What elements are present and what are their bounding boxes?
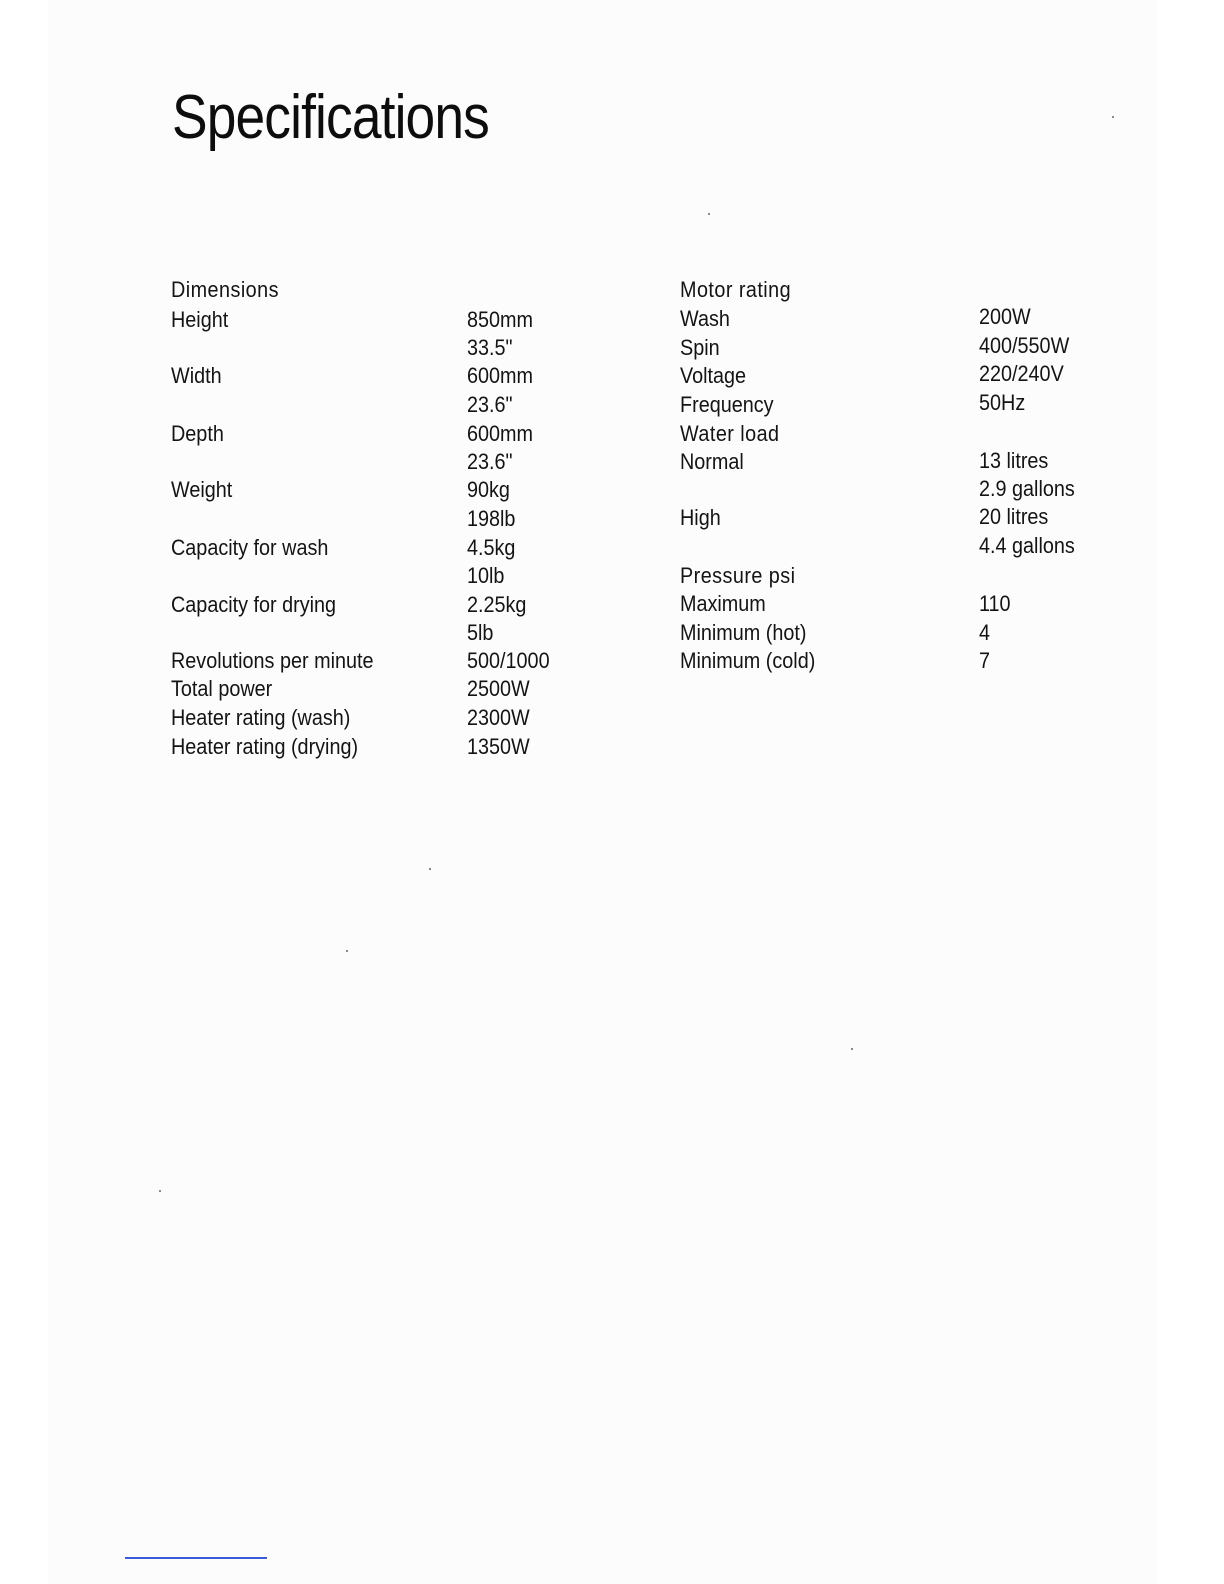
weight-kg-value: 90kg — [467, 477, 510, 502]
width-label: Width — [171, 363, 222, 388]
weight-label: Weight — [171, 477, 233, 502]
pressure-maximum-value: 110 — [979, 591, 1011, 616]
depth-mm-value: 600mm — [467, 421, 534, 446]
scan-speck — [708, 213, 710, 215]
weight-lb-value: 198lb — [467, 506, 516, 531]
width-mm-value: 600mm — [467, 363, 534, 388]
frequency-value: 50Hz — [979, 390, 1026, 415]
height-label: Height — [171, 307, 229, 332]
pressure-min-cold-label: Minimum (cold) — [680, 648, 816, 673]
motor-rating-heading: Motor rating — [680, 277, 792, 302]
width-inch-value: 23.6" — [467, 392, 513, 417]
total-power-value: 2500W — [467, 676, 530, 701]
motor-wash-value: 200W — [979, 304, 1031, 329]
capacity-wash-kg-value: 4.5kg — [467, 535, 516, 560]
voltage-value: 220/240V — [979, 361, 1064, 386]
scan-speck — [1112, 116, 1114, 118]
rpm-value: 500/1000 — [467, 648, 550, 673]
water-high-litres: 20 litres — [979, 504, 1049, 529]
depth-inch-value: 23.6" — [467, 449, 513, 474]
motor-spin-label: Spin — [680, 335, 720, 360]
bottom-link-underline — [125, 1557, 267, 1559]
water-normal-gallons: 2.9 gallons — [979, 476, 1075, 501]
water-normal-litres: 13 litres — [979, 448, 1049, 473]
capacity-wash-label: Capacity for wash — [171, 535, 329, 560]
heater-wash-value: 2300W — [467, 705, 530, 730]
pressure-heading: Pressure psi — [680, 563, 796, 588]
motor-spin-value: 400/550W — [979, 333, 1070, 358]
voltage-label: Voltage — [680, 363, 747, 388]
frequency-label: Frequency — [680, 392, 774, 417]
total-power-label: Total power — [171, 676, 273, 701]
height-mm-value: 850mm — [467, 307, 534, 332]
dimensions-heading: Dimensions — [171, 277, 279, 302]
pressure-maximum-label: Maximum — [680, 591, 766, 616]
water-load-heading: Water load — [680, 421, 780, 446]
page-background — [48, 0, 1158, 1584]
depth-label: Depth — [171, 421, 224, 446]
water-high-gallons: 4.4 gallons — [979, 533, 1075, 558]
heater-drying-value: 1350W — [467, 734, 530, 759]
rpm-label: Revolutions per minute — [171, 648, 374, 673]
page-title: Specifications — [172, 83, 489, 152]
pressure-min-hot-value: 4 — [979, 620, 991, 645]
pressure-min-cold-value: 7 — [979, 648, 991, 673]
scan-speck — [851, 1048, 853, 1050]
water-high-label: High — [680, 505, 721, 530]
scan-speck — [346, 950, 348, 952]
capacity-drying-kg-value: 2.25kg — [467, 592, 527, 617]
capacity-wash-lb-value: 10lb — [467, 563, 505, 588]
scan-speck — [429, 868, 431, 870]
pressure-min-hot-label: Minimum (hot) — [680, 620, 807, 645]
motor-wash-label: Wash — [680, 306, 730, 331]
heater-drying-label: Heater rating (drying) — [171, 734, 359, 759]
scan-speck — [159, 1190, 161, 1192]
height-inch-value: 33.5" — [467, 335, 513, 360]
heater-wash-label: Heater rating (wash) — [171, 705, 351, 730]
capacity-drying-lb-value: 5lb — [467, 620, 494, 645]
water-normal-label: Normal — [680, 449, 744, 474]
capacity-drying-label: Capacity for drying — [171, 592, 337, 617]
